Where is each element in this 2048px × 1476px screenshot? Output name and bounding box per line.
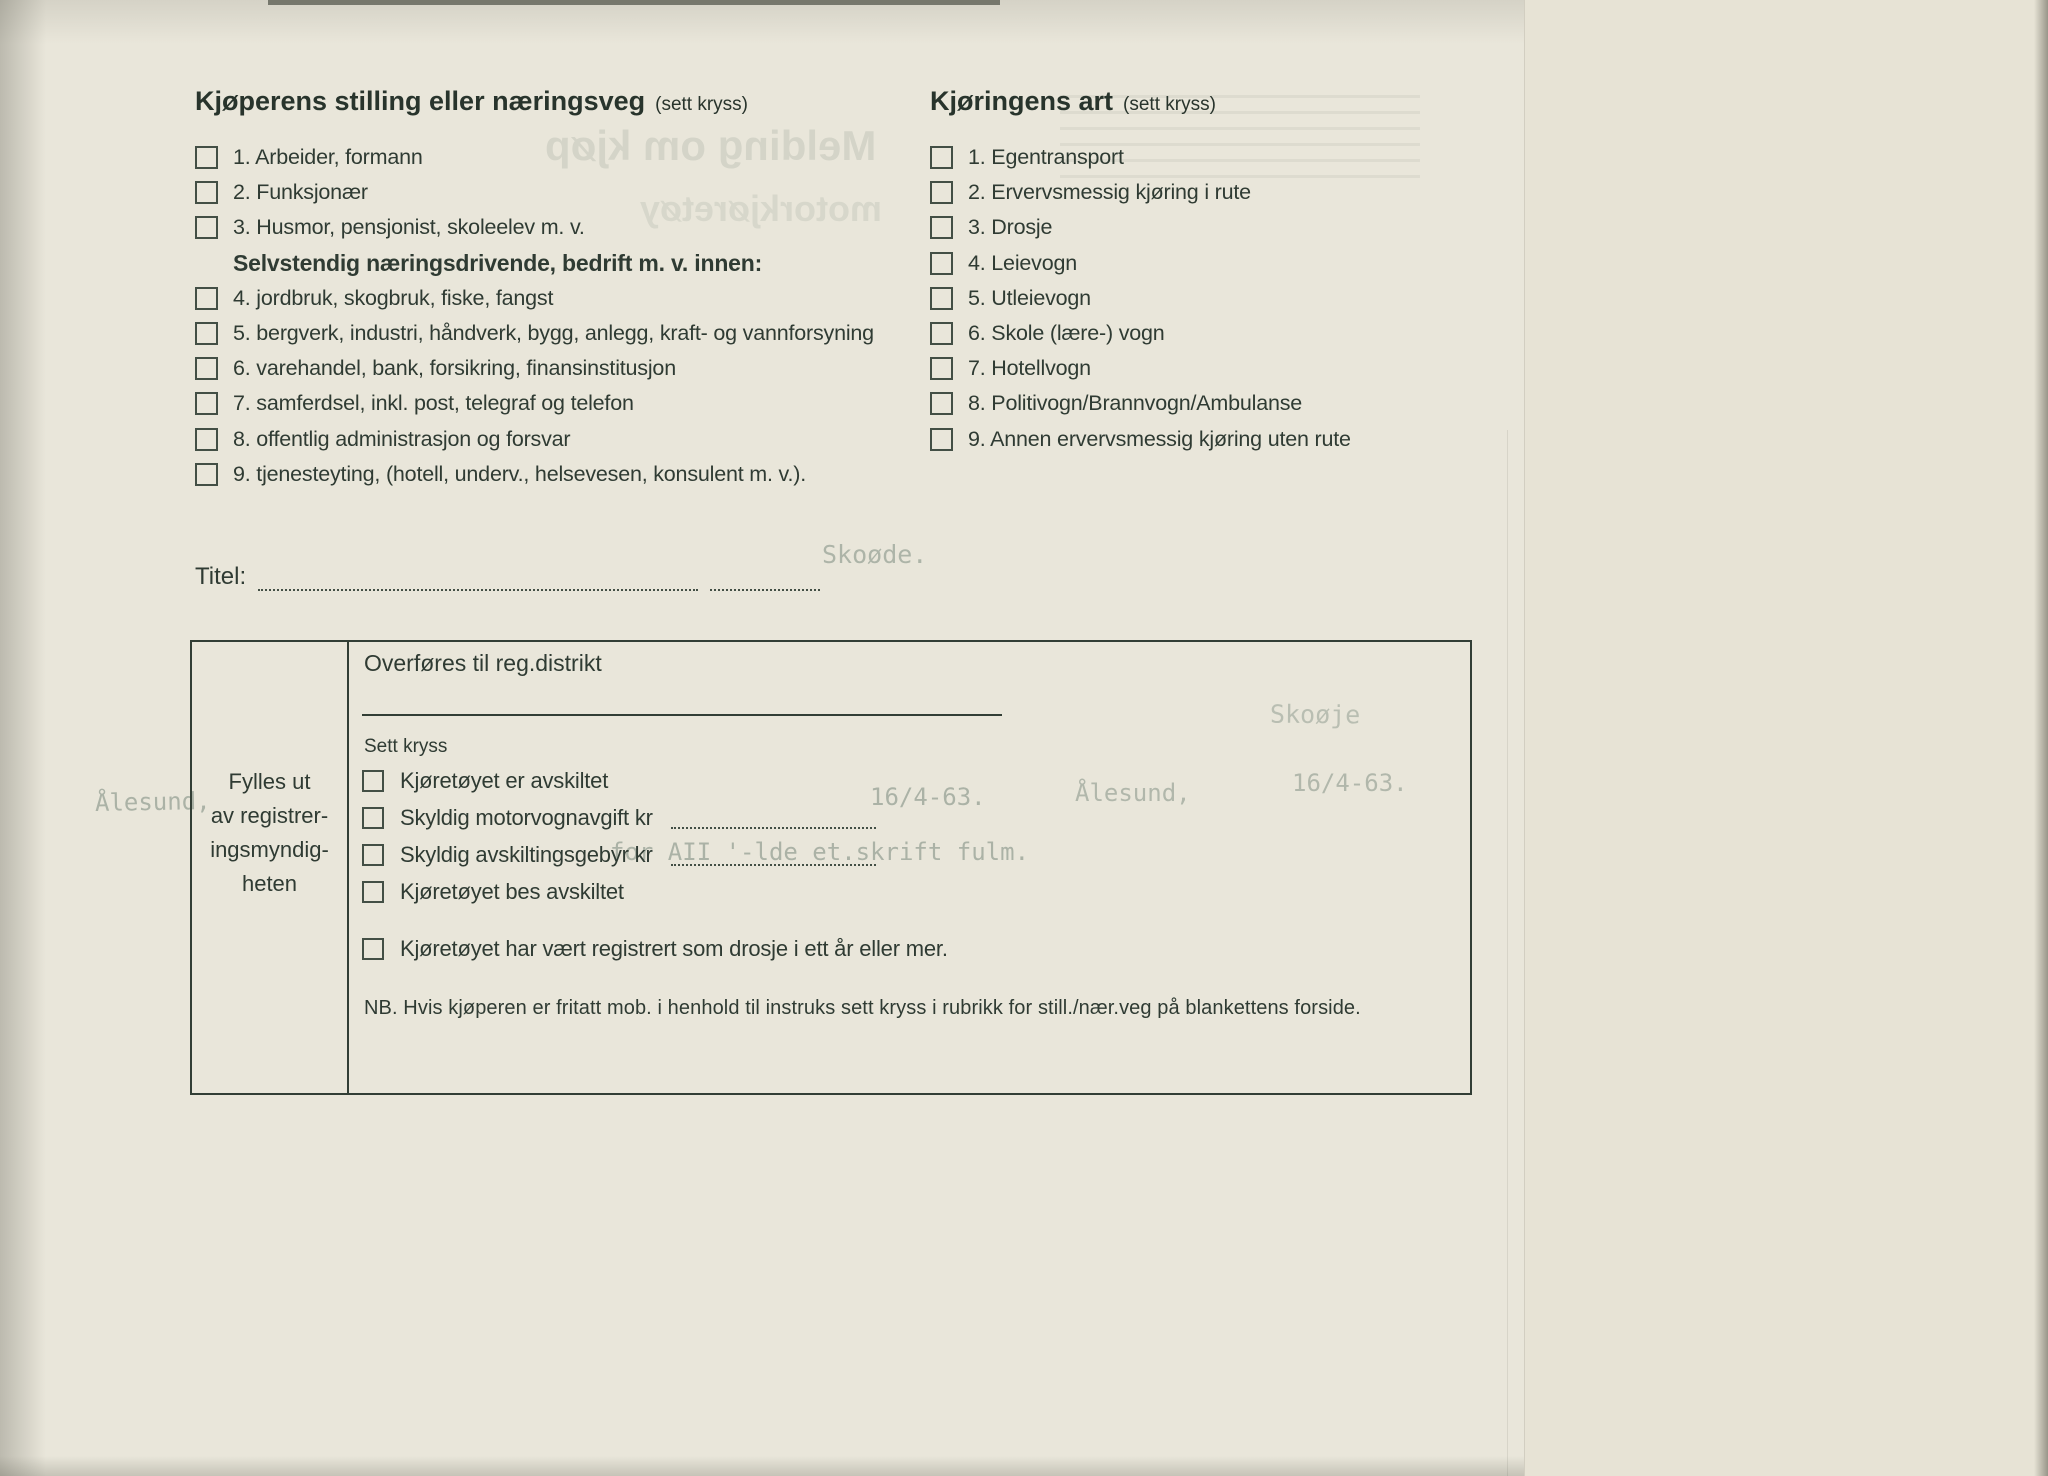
occupation-label: 4. jordbruk, skogbruk, fiske, fangst — [233, 285, 554, 310]
check-label: Kjøretøyet har vært registrert som drosje i ett år eller mer. — [400, 935, 948, 961]
driving-option-3 — [930, 210, 1510, 245]
driving-label: 5. Utleievogn — [968, 285, 1091, 310]
fee-owed-checkbox[interactable] — [362, 844, 384, 866]
bleedthrough-title-line2: motorkjøretøy — [640, 188, 883, 229]
paper-crease — [1507, 430, 1508, 1476]
tax-owed-checkbox[interactable] — [362, 807, 384, 829]
sett-kryss-label: Sett kryss — [364, 736, 448, 757]
self-employed-subheader: Selvstendig næringsdrivende, bedrift m. v. innen: — [233, 249, 763, 276]
taxi-registered-checkbox[interactable] — [362, 938, 384, 960]
check-deregistered — [362, 762, 876, 799]
occupation-option-8 — [195, 422, 935, 457]
driving-label: 3. Drosje — [968, 215, 1053, 240]
check-request-deregistration — [362, 873, 876, 910]
driving-label: 4. Leievogn — [968, 250, 1077, 275]
occupation-label: 7. samferdsel, inkl. post, telegraf og telefon — [233, 391, 634, 416]
occupation-checkbox-9[interactable] — [195, 463, 218, 486]
driving-label: 7. Hotellvogn — [968, 356, 1091, 381]
driving-checkbox-8[interactable] — [930, 392, 953, 415]
scan-edge-top — [268, 0, 1000, 5]
driving-title-text: Kjøringens art — [930, 86, 1114, 116]
occupation-checkbox-3[interactable] — [195, 216, 218, 239]
driving-label: 8. Politivogn/Brannvogn/Ambulanse — [968, 391, 1303, 416]
occupation-checkbox-1[interactable] — [195, 146, 218, 169]
scan-shadow-right — [2034, 0, 2048, 1476]
driving-title-hint: (sett kryss) — [1123, 94, 1216, 115]
occupation-option-1 — [195, 140, 935, 175]
driving-option-9 — [930, 422, 1510, 457]
occupation-checkbox-6[interactable] — [195, 357, 218, 380]
driving-checkbox-2[interactable] — [930, 181, 953, 204]
driving-checkbox-6[interactable] — [930, 322, 953, 345]
occupation-section-title — [195, 86, 748, 117]
check-label: Skyldig avskiltingsgebyr kr — [400, 841, 653, 867]
side-label-line: heten — [241, 871, 298, 896]
occupation-title-hint: (sett kryss) — [655, 94, 749, 115]
driving-option-1 — [930, 140, 1510, 175]
occupation-checkbox-4[interactable] — [195, 287, 218, 310]
driving-label: 9. Annen ervervsmessig kjøring uten rute — [968, 426, 1351, 451]
driving-checkbox-4[interactable] — [930, 252, 953, 275]
bleedthrough-text: Skoøde. — [822, 540, 928, 569]
occupation-options — [195, 140, 935, 492]
driving-option-4 — [930, 246, 1510, 281]
driving-label: 6. Skole (lære-) vogn — [968, 321, 1165, 346]
occupation-option-6 — [195, 351, 935, 386]
scan-right-strip — [1524, 0, 2048, 1476]
occupation-title-text: Kjøperens stilling eller næringsveg — [195, 86, 646, 116]
driving-label: 1. Egentransport — [968, 145, 1124, 170]
driving-option-8 — [930, 386, 1510, 421]
bleedthrough-text: 16/4-63. — [1292, 769, 1408, 797]
driving-checkbox-9[interactable] — [930, 428, 953, 451]
bleedthrough-text: for AII '-lde et.skrift fulm. — [610, 838, 1030, 866]
titel-field — [195, 563, 820, 591]
scan-shadow-left — [0, 0, 46, 1476]
bleedthrough-text: Skoøje — [1269, 699, 1361, 730]
check-fee-owed — [362, 836, 876, 873]
scan-shadow-bottom — [0, 1456, 2048, 1476]
tax-amount-input-line[interactable] — [671, 806, 876, 829]
scan-shadow-top — [0, 0, 2048, 44]
bleedthrough-text: Ålesund, — [1075, 779, 1191, 807]
occupation-option-4 — [195, 281, 935, 316]
fee-amount-input-line[interactable] — [671, 843, 876, 866]
occupation-label: 1. Arbeider, formann — [233, 145, 423, 170]
transfer-district-input-line[interactable] — [362, 714, 1002, 716]
request-deregistration-checkbox[interactable] — [362, 881, 384, 903]
deregistered-checkbox[interactable] — [362, 770, 384, 792]
authority-side-label — [192, 642, 349, 1093]
occupation-option-5 — [195, 316, 935, 351]
driving-section-title — [930, 86, 1216, 117]
driving-option-2 — [930, 175, 1510, 210]
occupation-checkbox-8[interactable] — [195, 428, 218, 451]
occupation-label: 5. bergverk, industri, håndverk, bygg, anlegg, kraft- og vannforsyning — [233, 321, 874, 346]
registration-authority-box — [190, 640, 1472, 1095]
driving-checkbox-7[interactable] — [930, 357, 953, 380]
occupation-option-9 — [195, 457, 935, 492]
occupation-checkbox-7[interactable] — [195, 392, 218, 415]
titel-input-line[interactable] — [258, 566, 698, 591]
driving-checkbox-3[interactable] — [930, 216, 953, 239]
driving-checkbox-5[interactable] — [930, 287, 953, 310]
titel-input-line2[interactable] — [710, 566, 820, 591]
check-taxi-registered — [362, 930, 948, 967]
authority-checks — [362, 762, 876, 910]
driving-option-5 — [930, 281, 1510, 316]
side-label-line: av registrer- — [210, 803, 329, 828]
check-tax-owed — [362, 799, 876, 836]
occupation-label: 9. tjenesteyting, (hotell, underv., helsevesen, konsulent m. v.). — [233, 461, 806, 486]
side-label-line: Fylles ut — [228, 769, 311, 794]
driving-type-options — [930, 140, 1510, 457]
occupation-checkbox-2[interactable] — [195, 181, 218, 204]
bleedthrough-text: 16/4-63. — [870, 783, 986, 811]
driving-checkbox-1[interactable] — [930, 146, 953, 169]
occupation-label: 3. Husmor, pensjonist, skoleelev m. v. — [233, 215, 585, 240]
occupation-label: 8. offentlig administrasjon og forsvar — [233, 426, 571, 451]
occupation-label: 6. varehandel, bank, forsikring, finansinstitusjon — [233, 356, 676, 381]
driving-option-6 — [930, 316, 1510, 351]
driving-option-7 — [930, 351, 1510, 386]
check-label: Kjøretøyet er avskiltet — [400, 767, 609, 793]
side-label-line: ingsmyndig- — [210, 837, 329, 862]
titel-label: Titel: — [195, 563, 247, 590]
occupation-option-2 — [195, 175, 935, 210]
occupation-checkbox-5[interactable] — [195, 322, 218, 345]
bleedthrough-title-line1: Melding om kjøp — [545, 122, 877, 169]
transfer-district-label: Overføres til reg.distrikt — [364, 650, 602, 676]
occupation-option-7 — [195, 386, 935, 421]
occupation-option-3 — [195, 210, 935, 245]
driving-label: 2. Ervervsmessig kjøring i rute — [968, 180, 1251, 205]
check-label: Skyldig motorvognavgift kr — [400, 804, 653, 830]
nb-note: NB. Hvis kjøperen er fritatt mob. i henhold til instruks sett kryss i rubrikk for still./nær.veg på blankettens forside. — [364, 997, 1361, 1019]
occupation-label: 2. Funksjonær — [233, 180, 368, 205]
bleedthrough-text: Ålesund, — [94, 786, 211, 818]
check-label: Kjøretøyet bes avskiltet — [400, 878, 624, 904]
